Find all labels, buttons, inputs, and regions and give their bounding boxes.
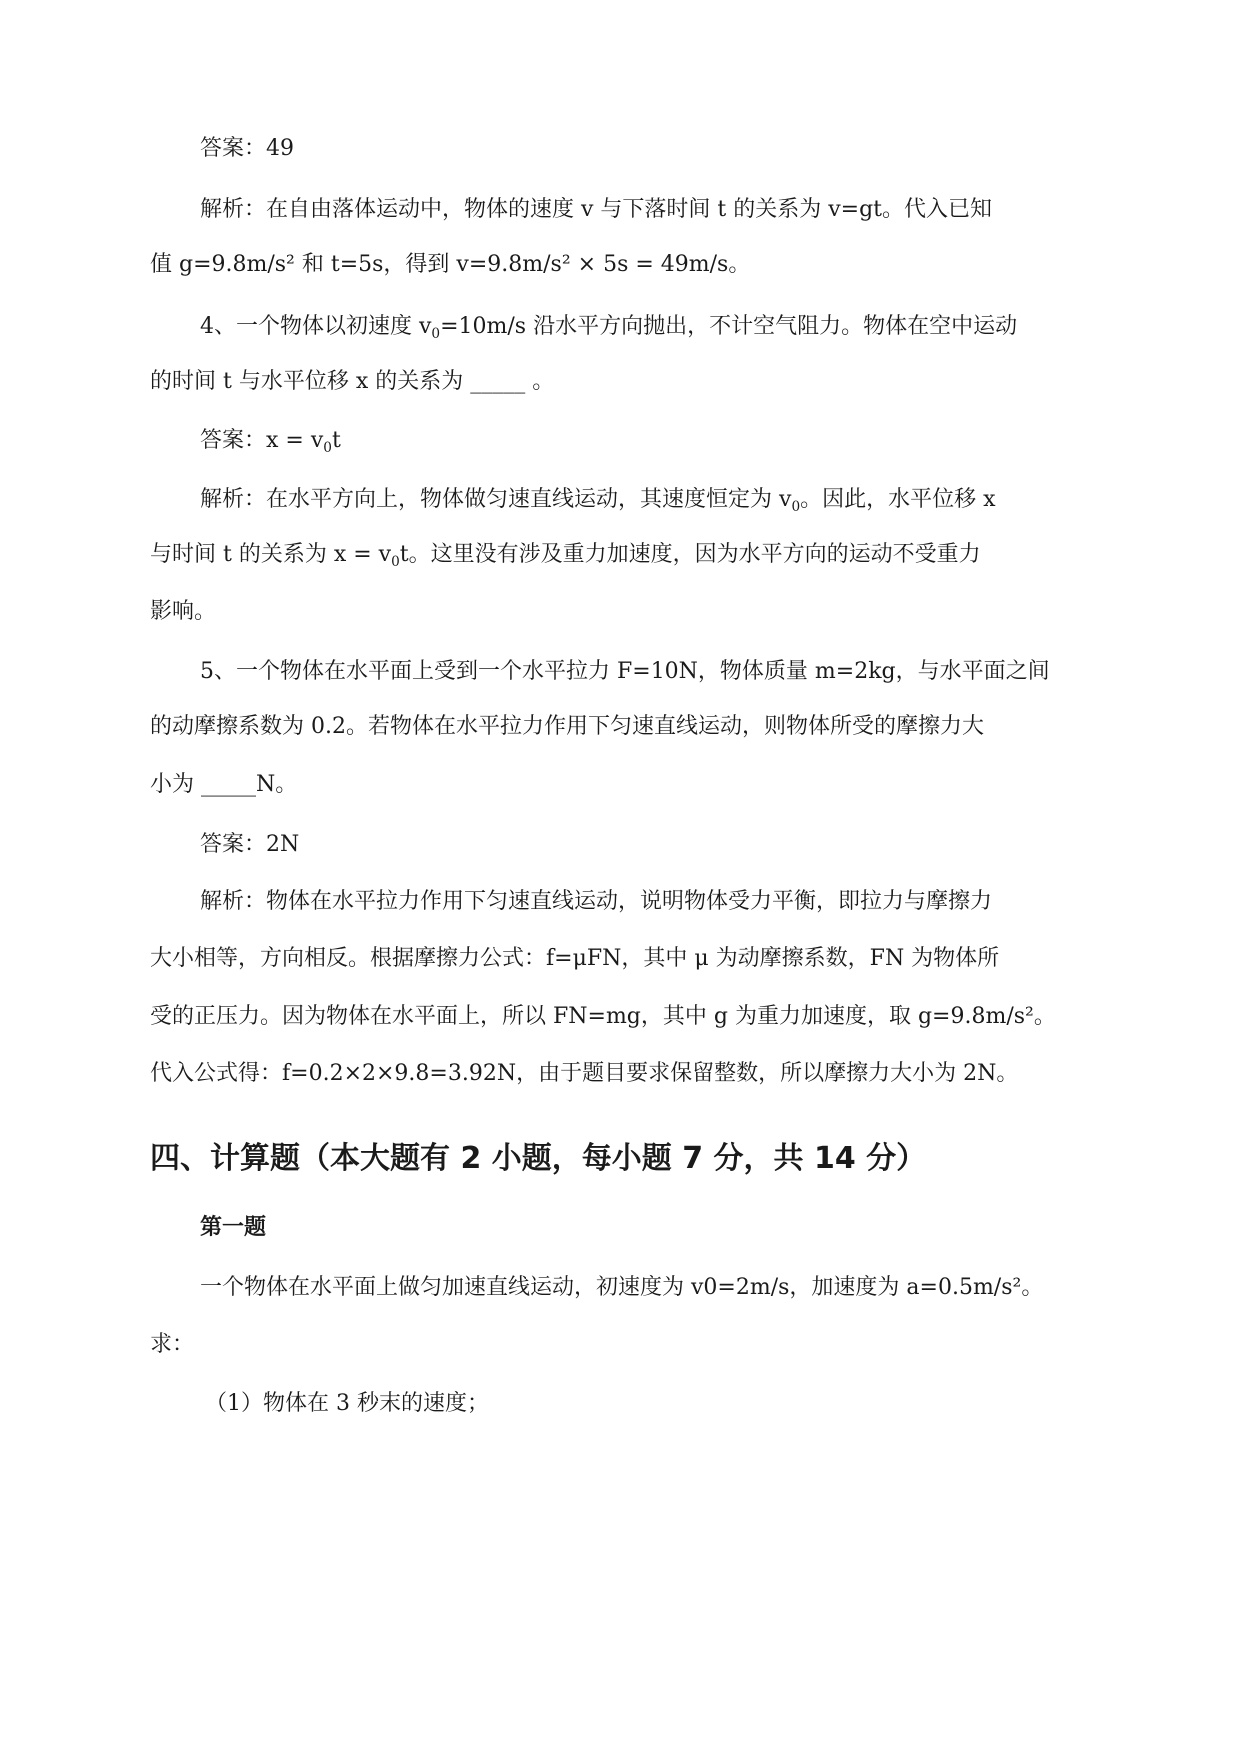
q4-analysis-line-2 [150,539,981,573]
q4-analysis-line-3: 影响。 [150,599,217,624]
q4-stem-subscript: 0 [431,325,441,342]
q4-analysis-2-text-b: t。这里没有涉及重力加速度，因为水平方向的运动不受重力 [399,542,981,567]
q4-answer-text-b: t [331,428,341,453]
problem-part-1: （1）物体在 3 秒末的速度； [205,1391,489,1416]
q5-analysis-line-3: 受的正压力。因为物体在水平面上，所以 FN=mg，其中 g 为重力加速度，取 g=9.8m/s²。 [150,1004,1056,1029]
q5-analysis-line-4: 代入公式得：f=0.2×2×9.8=3.92N，由于题目要求保留整数，所以摩擦力大小为 2N。 [150,1061,1019,1086]
q5-analysis-line-1: 解析：物体在水平拉力作用下匀速直线运动，说明物体受力平衡，即拉力与摩擦力 [200,889,993,914]
q4-answer-text-a: 答案：x = v [200,428,324,453]
problem-title: 第一题 [200,1215,267,1240]
problem-statement-line-2: 求： [150,1332,195,1357]
q4-answer-subscript: 0 [323,439,332,456]
q3-answer: 答案：49 [200,136,294,161]
q5-stem-line-1: 5、一个物体在水平面上受到一个水平拉力 F=10N，物体质量 m=2kg，与水平面之间 [200,659,1050,684]
q3-analysis-line-2: 值 g=9.8m/s² 和 t=5s，得到 v=9.8m/s² × 5s = 49m/s。 [150,252,751,277]
section-heading: 四、计算题（本大题有 2 小题，每小题 7 分，共 14 分） [150,1141,927,1176]
q4-analysis-line-1 [200,484,996,518]
q4-analysis-1-text-a: 解析：在水平方向上，物体做匀速直线运动，其速度恒定为 v [200,487,792,512]
q4-stem-line-1 [200,311,1017,345]
q4-answer [200,425,341,459]
q4-analysis-2-subscript: 0 [391,553,400,570]
q4-stem-line-2: 的时间 t 与水平位移 x 的关系为 _____ 。 [150,369,555,394]
problem-statement-line-1: 一个物体在水平面上做匀加速直线运动，初速度为 v0=2m/s，加速度为 a=0.5m/s²。 [200,1275,1044,1300]
q5-analysis-line-2: 大小相等，方向相反。根据摩擦力公式：f=μFN，其中 μ 为动摩擦系数，FN 为物体所 [150,946,1000,971]
q5-stem-line-3: 小为 _____N。 [150,772,298,797]
q4-analysis-1-text-b: 。因此，水平位移 x [800,487,996,512]
q5-stem-line-2: 的动摩擦系数为 0.2。若物体在水平拉力作用下匀速直线运动，则物体所受的摩擦力大 [150,714,984,739]
q4-analysis-2-text-a: 与时间 t 的关系为 x = v [150,542,392,567]
q4-stem-text-b: =10m/s 沿水平方向抛出，不计空气阻力。物体在空中运动 [440,314,1018,339]
q5-answer: 答案：2N [200,832,300,857]
q4-stem-text-a: 4、一个物体以初速度 v [200,314,432,339]
q3-analysis-line-1: 解析：在自由落体运动中，物体的速度 v 与下落时间 t 的关系为 v=gt。代入已知 [200,197,993,222]
q4-analysis-1-subscript: 0 [791,498,801,515]
